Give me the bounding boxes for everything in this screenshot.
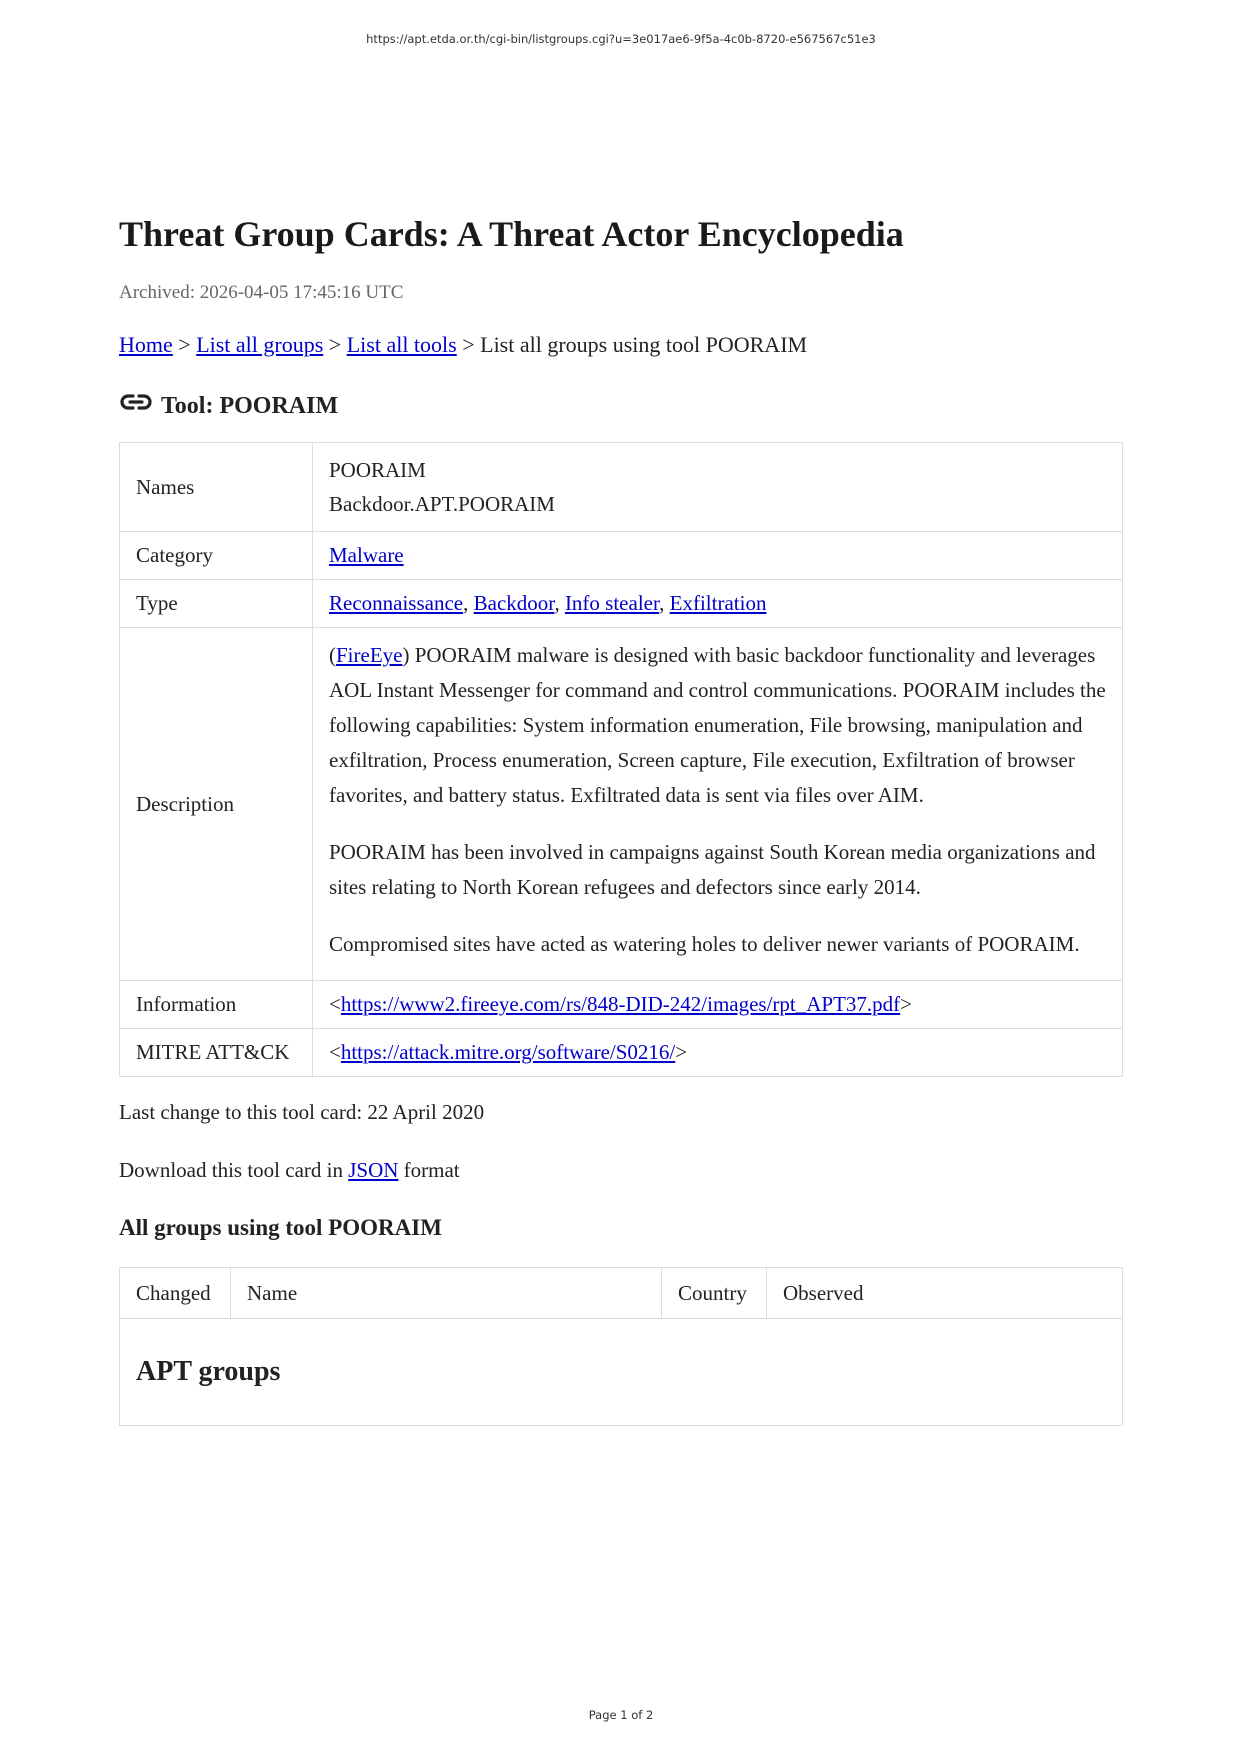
category-link[interactable]: Malware — [329, 543, 404, 567]
type-link-info-stealer[interactable]: Info stealer — [564, 591, 660, 615]
breadcrumb — [119, 330, 1123, 360]
angle-open: < — [329, 1040, 341, 1064]
page-title: Threat Group Cards: A Threat Actor Encyclopedia — [119, 214, 904, 254]
type-value — [313, 580, 1123, 628]
column-header-name: Name — [231, 1268, 662, 1319]
link-icon — [119, 392, 153, 412]
information-link[interactable]: https://www2.fireeye.com/rs/848-DID-242/images/rpt_APT37.pdf — [340, 992, 901, 1016]
description-row — [120, 628, 1123, 981]
information-row — [120, 981, 1123, 1029]
last-change: Last change to this tool card: 22 April 2020 — [119, 1100, 485, 1124]
description-text: ) POORAIM malware is designed with basic backdoor functionality and leverages AOL Instant Messenger for command and control communications. POORAIM includes the following capabilities: System information enumeration, File browsing, manipulation and exfiltration, Process enumeration, Screen capture, File execution, Exfiltration of browser favorites, and battery status. Exfiltrated data is sent via files over AIM. — [329, 643, 1106, 807]
page-number: Page 1 of 2 — [588, 1708, 654, 1722]
type-link-exfiltration[interactable]: Exfiltration — [669, 591, 767, 615]
archived-timestamp: Archived: 2026-04-05 17:45:16 UTC — [119, 282, 404, 303]
names-value — [313, 443, 1123, 532]
breadcrumb-tools-link[interactable]: List all tools — [346, 332, 457, 357]
mitre-value — [313, 1029, 1123, 1077]
tool-title: Tool: POORAIM — [161, 393, 339, 419]
category-row — [120, 532, 1123, 580]
description-value — [313, 628, 1123, 981]
print-url: https://apt.etda.or.th/cgi-bin/listgroups.cgi?u=3e017ae6-9f5a-4c0b-8720-e567567c51e3 — [366, 32, 876, 46]
download-line — [119, 1155, 1123, 1185]
breadcrumb-home-link[interactable]: Home — [119, 332, 173, 357]
information-value — [313, 981, 1123, 1029]
tool-heading — [119, 390, 1123, 422]
description-paragraph — [329, 638, 1106, 813]
breadcrumb-groups-link[interactable]: List all groups — [196, 332, 324, 357]
mitre-link[interactable]: https://attack.mitre.org/software/S0216/ — [340, 1040, 676, 1064]
download-prefix: Download this tool card in — [119, 1158, 349, 1182]
description-paragraph: Compromised sites have acted as watering holes to deliver newer variants of POORAIM. — [329, 932, 1080, 956]
groups-section-row — [120, 1319, 1123, 1426]
fireeye-source-link[interactable]: FireEye — [336, 643, 403, 667]
type-link-reconnaissance[interactable]: Reconnaissance — [329, 591, 464, 615]
mitre-row — [120, 1029, 1123, 1077]
breadcrumb-separator: > — [323, 332, 347, 357]
column-header-country: Country — [662, 1268, 767, 1319]
type-separator: , — [659, 591, 670, 615]
angle-close: > — [900, 992, 913, 1016]
tool-name: Backdoor.APT.POORAIM — [329, 492, 555, 516]
description-label: Description — [120, 628, 313, 981]
category-value — [313, 532, 1123, 580]
category-label: Category — [120, 532, 313, 580]
download-suffix: format — [398, 1158, 460, 1182]
information-label: Information — [120, 981, 313, 1029]
json-download-link[interactable]: JSON — [348, 1158, 399, 1182]
breadcrumb-current: > List all groups using tool POORAIM — [456, 332, 808, 357]
page-content — [119, 210, 1123, 1426]
tool-name: POORAIM — [329, 458, 426, 482]
angle-open: < — [329, 992, 341, 1016]
groups-header-row — [120, 1268, 1123, 1319]
paren-open: ( — [329, 643, 336, 667]
type-separator: , — [463, 591, 474, 615]
names-row — [120, 443, 1123, 532]
mitre-label: MITRE ATT&CK — [120, 1029, 313, 1077]
tool-card-table — [119, 442, 1123, 1077]
groups-table — [119, 1267, 1123, 1426]
description-paragraph: POORAIM has been involved in campaigns against South Korean media organizations and sites relating to North Korean refugees and defectors since early 2014. — [329, 840, 1096, 899]
column-header-observed: Observed — [767, 1268, 1123, 1319]
angle-close: > — [675, 1040, 688, 1064]
groups-heading: All groups using tool POORAIM — [119, 1215, 442, 1240]
section-heading-apt-groups: APT groups — [120, 1319, 1123, 1426]
type-separator: , — [554, 591, 565, 615]
type-row — [120, 580, 1123, 628]
column-header-changed: Changed — [120, 1268, 231, 1319]
names-label: Names — [120, 443, 313, 532]
type-label: Type — [120, 580, 313, 628]
type-link-backdoor[interactable]: Backdoor — [473, 591, 555, 615]
breadcrumb-separator: > — [172, 332, 197, 357]
